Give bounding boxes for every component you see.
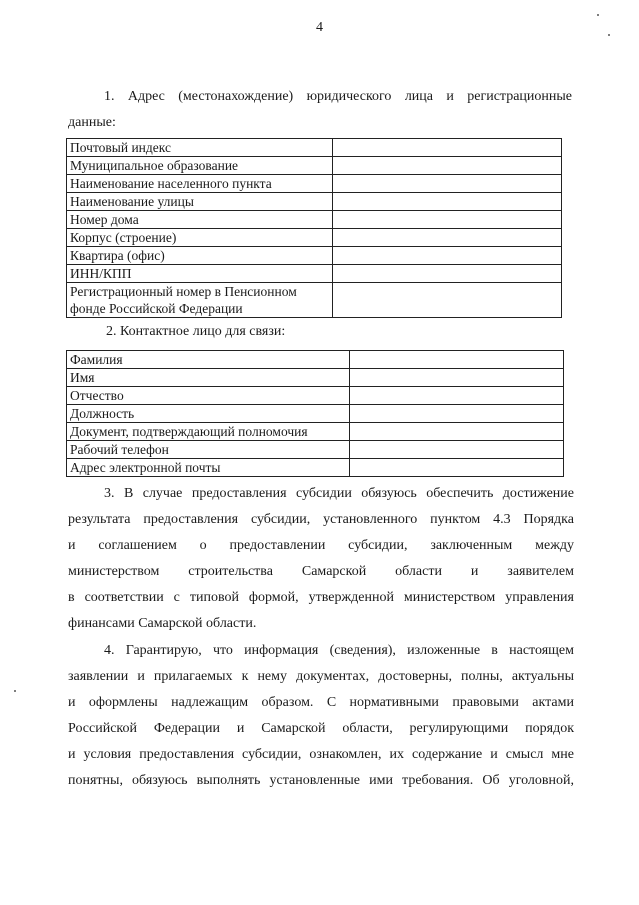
field-value-cell [332,139,561,157]
table-row [67,459,564,477]
table-row [67,265,562,283]
table-row [67,369,564,387]
section3-paragraph [68,481,574,637]
field-label: Имя [67,369,350,387]
field-value-cell [332,265,561,283]
paragraph-line: 4. Гарантирую, что информация (сведения), изложенные в настоящем [104,643,574,658]
paragraph-line: и соглашением о предоставлении субсидии, заключенным между [68,538,574,553]
field-label: Муниципальное образование [67,157,333,175]
field-value-cell [349,459,563,477]
section1-heading-line: данные: [68,115,116,130]
table-row [67,229,562,247]
section2-heading: 2. Контактное лицо для связи: [106,324,286,339]
field-label: ИНН/КПП [67,265,333,283]
field-value-cell [349,423,563,441]
paragraph-line: и условия предоставления субсидии, ознакомлен, их содержание и смысл мне [68,747,574,762]
page-number: 4 [316,20,323,35]
field-value-cell [332,229,561,247]
paragraph-line: понятны, обязуюсь выполнять установленные ими требования. Об уголовной, [68,773,574,788]
table-row [67,441,564,459]
table-row [67,175,562,193]
registration-table [66,138,562,318]
table-row [67,387,564,405]
field-value-cell [332,175,561,193]
table-row [67,283,562,318]
contact-table [66,350,564,477]
field-label: Почтовый индекс [67,139,333,157]
paragraph-line: министерством строительства Самарской области и заявителем [68,564,574,579]
field-label: Должность [67,405,350,423]
paragraph-line: финансами Самарской области. [68,616,257,631]
field-value-cell [349,369,563,387]
field-label: Документ, подтверждающий полномочия [67,423,350,441]
table-row [67,351,564,369]
field-value-cell [349,387,563,405]
field-value-cell [332,283,561,318]
field-value-cell [349,441,563,459]
field-label: Адрес электронной почты [67,459,350,477]
field-label: Отчество [67,387,350,405]
table-row [67,193,562,211]
scan-speck [608,34,610,36]
paragraph-line: и оформлены надлежащим образом. С нормативными правовыми актами [68,695,574,710]
field-label: Регистрационный номер в Пенсионном фонде Российской Федерации [67,283,333,318]
paragraph-line: результата предоставления субсидии, установленного пунктом 4.3 Порядка [68,512,574,527]
paragraph-line: 3. В случае предоставления субсидии обязуюсь обеспечить достижение [104,486,574,501]
paragraph-line: Российской Федерации и Самарской области, регулирующими порядок [68,721,574,736]
field-value-cell [332,247,561,265]
field-value-cell [349,351,563,369]
paragraph-line: в соответствии с типовой формой, утвержденной министерством управления [68,590,574,605]
field-value-cell [332,211,561,229]
field-value-cell [332,193,561,211]
section4-paragraph [68,638,574,794]
table-row [67,139,562,157]
field-label: Квартира (офис) [67,247,333,265]
table-row [67,247,562,265]
table-row [67,405,564,423]
field-label: Рабочий телефон [67,441,350,459]
field-label: Корпус (строение) [67,229,333,247]
field-value-cell [349,405,563,423]
table-row [67,423,564,441]
section1-heading [68,84,572,136]
table-row [67,211,562,229]
scan-speck [14,690,16,692]
field-value-cell [332,157,561,175]
table-row [67,157,562,175]
paragraph-line: заявлении и прилагаемых к нему документах, достоверны, полны, актуальны [68,669,574,684]
field-label: Наименование улицы [67,193,333,211]
field-label: Номер дома [67,211,333,229]
field-label: Наименование населенного пункта [67,175,333,193]
field-label: Фамилия [67,351,350,369]
section1-heading-line: 1. Адрес (местонахождение) юридического лица и регистрационные [104,89,572,104]
scan-speck [597,14,599,16]
